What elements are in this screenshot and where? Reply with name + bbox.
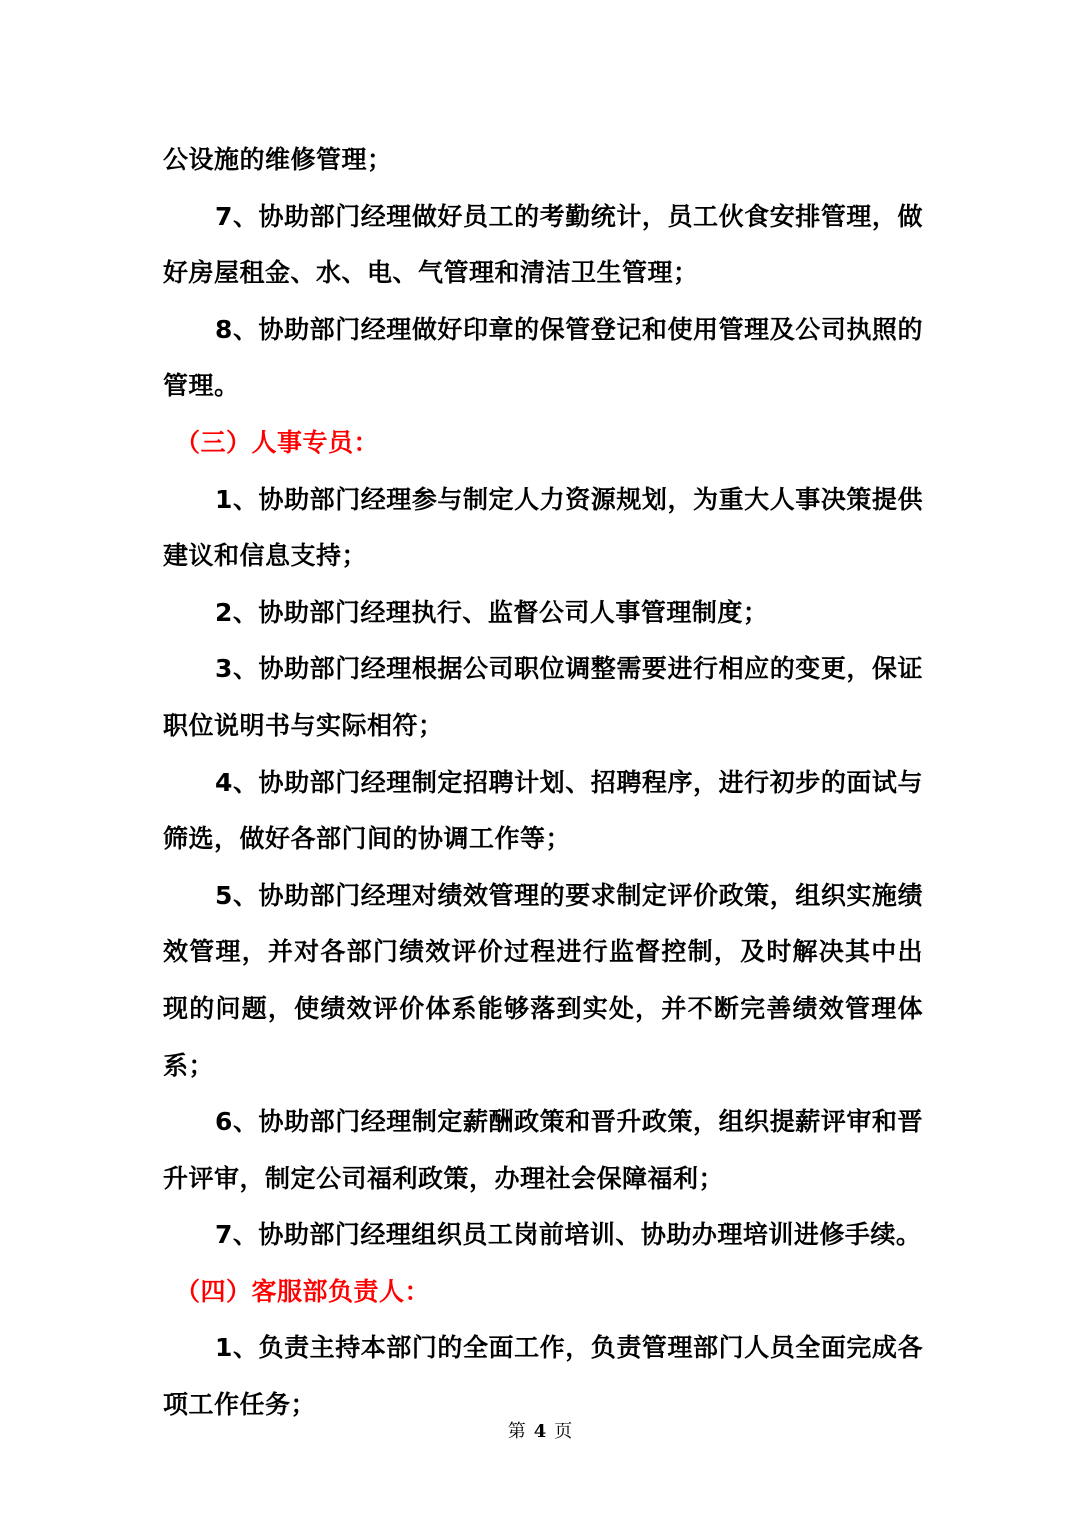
paragraph-hr-2: 2、协助部门经理执行、监督公司人事管理制度； xyxy=(215,597,769,627)
paragraph-admin-7: 7、协助部门经理做好员工的考勤统计，员工伙食安排管理，做好房屋租金、水、电、气管理和清洁卫生管理； xyxy=(163,201,923,288)
footer-prefix: 第 xyxy=(507,1421,526,1442)
footer-suffix: 页 xyxy=(554,1421,573,1442)
paragraph-hr-1: 1、协助部门经理参与制定人力资源规划，为重大人事决策提供建议和信息支持； xyxy=(163,484,923,571)
paragraph-hr-3: 3、协助部门经理根据公司职位调整需要进行相应的变更，保证职位说明书与实际相符； xyxy=(163,654,923,740)
paragraph-hr-6: 6、协助部门经理制定薪酬政策和晋升政策，组织提薪评审和晋升评审，制定公司福利政策，办理社会保障福利； xyxy=(163,1107,923,1193)
document-body xyxy=(163,132,923,1434)
page-footer xyxy=(0,1417,1080,1443)
section-heading-hr-specialist: （三）人事专员： xyxy=(175,427,380,457)
paragraph-cs-1: 1、负责主持本部门的全面工作，负责管理部门人员全面完成各项工作任务； xyxy=(163,1333,923,1420)
paragraph-admin-8: 8、协助部门经理做好印章的保管登记和使用管理及公司执照的管理。 xyxy=(163,314,923,401)
paragraph-hr-4: 4、协助部门经理制定招聘计划、招聘程序，进行初步的面试与筛选，做好各部门间的协调工作等； xyxy=(163,767,923,854)
page-number: 4 xyxy=(533,1421,547,1442)
paragraph-hr-7: 7、协助部门经理组织员工岗前培训、协助办理培训进修手续。 xyxy=(215,1220,922,1250)
section-heading-customer-service: （四）客服部负责人： xyxy=(175,1276,431,1306)
paragraph-intro-tail: 公设施的维修管理； xyxy=(163,145,393,174)
paragraph-hr-5: 5、协助部门经理对绩效管理的要求制定评价政策，组织实施绩效管理，并对各部门绩效评价过程进行监督控制，及时解决其中出现的问题，使绩效评价体系能够落到实处，并不断完善绩效管理体系； xyxy=(163,880,923,1080)
